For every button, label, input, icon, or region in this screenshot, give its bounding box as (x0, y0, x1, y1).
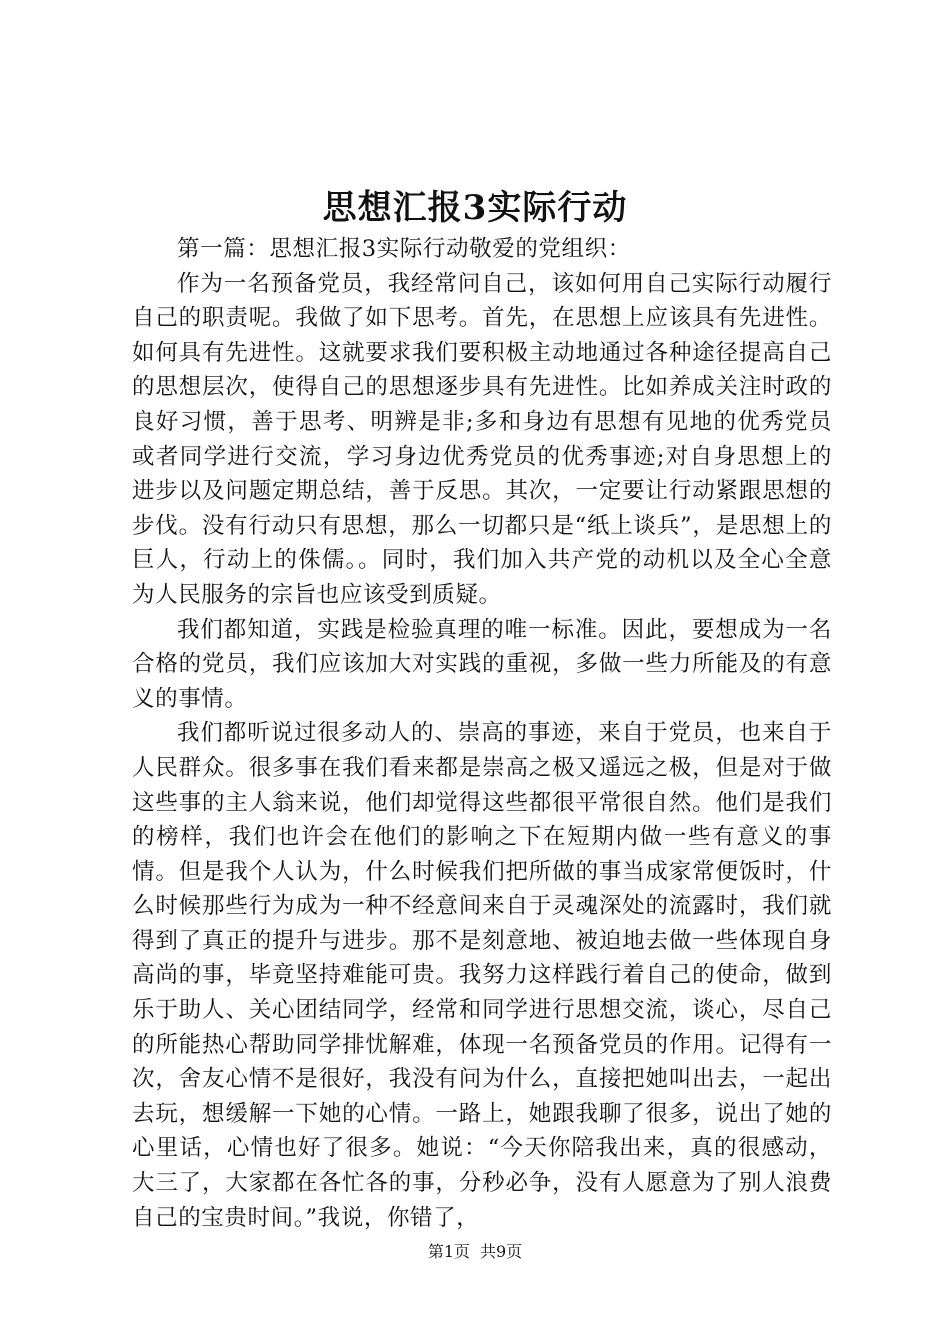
page-footer (0, 1240, 950, 1264)
paragraph-1: 第一篇：思想汇报3实际行动敬爱的党组织： (177, 236, 631, 262)
page-number: 第1页 (427, 1242, 470, 1261)
paragraph-4: 我们都听说过很多动人的、崇高的事迹，来自于党员，也来自于人民群众。很多事在我们看来都是崇高之极又遥远之极，但是对于做这些事的主人翁来说，他们却觉得这些都很平常很自然。他们是我们的榜样，我们也许会在他们的影响之下在短期内做一些有意义的事情。但是我个人认为，什么时候我们把所做的事当成家常便饭时，什么时候那些行为成为一种不经意间来自于灵魂深处的流露时，我们就得到了真正的提升与进步。那不是刻意地、被迫地去做一些体现自身高尚的事，毕竟坚持难能可贵。我努力这样践行着自己的使命，做到乐于助人、关心团结同学，经常和同学进行思想交流，谈心，尽自己的所能热心帮助同学排忧解难，体现一名预备党员的作用。记得有一次，舍友心情不是很好，我没有问为什么，直接把她叫出去，一起出去玩，想缓解一下她的心情。一路上，她跟我聊了很多，说出了她的心里话，心情也好了很多。她说：“今天你陪我出来，真的很感动，大三了，大家都在各忙各的事，分秒必争，没有人愿意为了别人浪费自己的宝贵时间。”我说，你错了， (132, 720, 832, 1231)
paragraph-2: 作为一名预备党员，我经常问自己，该如何用自己实际行动履行自己的职责呢。我做了如下思考。首先，在思想上应该具有先进性。如何具有先进性。这就要求我们要积极主动地通过各种途径提高自己的思想层次，使得自己的思想逐步具有先进性。比如养成关注时政的良好习惯，善于思考、明辨是非;多和身边有思想有见地的优秀党员或者同学进行交流，学习身边优秀党员的优秀事迹;对自身思想上的进步以及问题定期总结，善于反思。其次，一定要让行动紧跟思想的步伐。没有行动只有思想，那么一切都只是“纸上谈兵”，是思想上的巨人，行动上的侏儒。。同时，我们加入共产党的动机以及全心全意为人民服务的宗旨也应该受到质疑。 (132, 270, 832, 608)
page-total: 共9页 (480, 1242, 523, 1261)
document-title: 思想汇报3实际行动 (322, 188, 628, 228)
document-body (132, 232, 832, 1235)
paragraph-3: 我们都知道，实践是检验真理的唯一标准。因此，要想成为一名合格的党员，我们应该加大对实践的重视，多做一些力所能及的有意义的事情。 (132, 616, 832, 712)
